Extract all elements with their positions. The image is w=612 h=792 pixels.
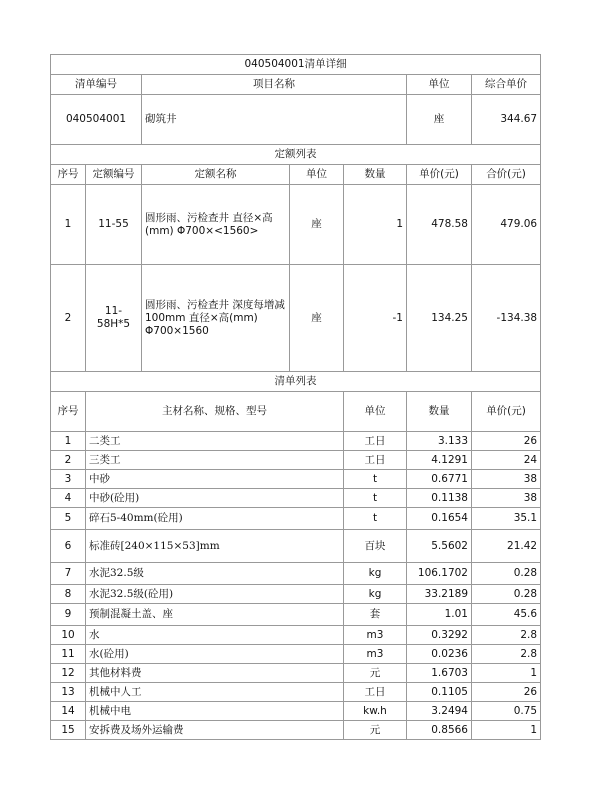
quota-name: 圆形雨、污检查井 深度每增减100mm 直径×高(mm) Φ700×1560 — [142, 265, 290, 372]
mat-price: 38 — [472, 470, 541, 489]
mat-price: 0.28 — [472, 563, 541, 585]
quota-col-price: 单价(元) — [407, 165, 472, 185]
quota-col-qty: 数量 — [344, 165, 407, 185]
mat-unit: 工日 — [344, 683, 407, 702]
quota-col-unit: 单位 — [290, 165, 344, 185]
mat-no: 7 — [51, 563, 86, 585]
mat-col-price: 单价(元) — [472, 392, 541, 432]
mat-price: 26 — [472, 432, 541, 451]
mat-name: 中砂(砼用) — [86, 489, 344, 508]
materials-section-title: 清单列表 — [51, 372, 541, 392]
mat-unit: m3 — [344, 626, 407, 645]
mat-name: 预制混凝土盖、座 — [86, 604, 344, 626]
mat-name: 其他材料费 — [86, 664, 344, 683]
mat-unit: m3 — [344, 645, 407, 664]
table-row — [51, 432, 541, 451]
mat-col-unit: 单位 — [344, 392, 407, 432]
mat-name: 机械中人工 — [86, 683, 344, 702]
table-row — [51, 626, 541, 645]
quota-col-code: 定额编号 — [86, 165, 142, 185]
mat-unit: 元 — [344, 664, 407, 683]
mat-price: 35.1 — [472, 508, 541, 530]
mat-name: 水泥32.5级 — [86, 563, 344, 585]
mat-name: 标准砖[240×115×53]mm — [86, 530, 344, 563]
quota-row — [51, 185, 541, 265]
mat-no: 9 — [51, 604, 86, 626]
mat-qty: 4.1291 — [407, 451, 472, 470]
mat-qty: 0.1138 — [407, 489, 472, 508]
mat-name: 水泥32.5级(砼用) — [86, 585, 344, 604]
mat-price: 1 — [472, 664, 541, 683]
quota-code: 11-58H*5 — [86, 265, 142, 372]
quota-row — [51, 265, 541, 372]
table-row — [51, 563, 541, 585]
name-label: 项目名称 — [142, 75, 407, 95]
bill-detail-table — [50, 54, 541, 740]
mat-qty: 1.6703 — [407, 664, 472, 683]
mat-no: 12 — [51, 664, 86, 683]
table-row — [51, 508, 541, 530]
mat-price: 24 — [472, 451, 541, 470]
mat-no: 2 — [51, 451, 86, 470]
mat-no: 11 — [51, 645, 86, 664]
mat-qty: 0.3292 — [407, 626, 472, 645]
quota-col-name: 定额名称 — [142, 165, 290, 185]
mat-price: 2.8 — [472, 645, 541, 664]
mat-no: 13 — [51, 683, 86, 702]
price-label: 综合单价 — [472, 75, 541, 95]
mat-unit: kg — [344, 563, 407, 585]
mat-name: 碎石5-40mm(砼用) — [86, 508, 344, 530]
quota-unit: 座 — [290, 265, 344, 372]
quota-code: 11-55 — [86, 185, 142, 265]
table-row — [51, 470, 541, 489]
mat-no: 3 — [51, 470, 86, 489]
table-row — [51, 721, 541, 740]
mat-col-qty: 数量 — [407, 392, 472, 432]
mat-unit: 套 — [344, 604, 407, 626]
table-row — [51, 604, 541, 626]
mat-no: 4 — [51, 489, 86, 508]
mat-name: 机械中电 — [86, 702, 344, 721]
mat-unit: 工日 — [344, 432, 407, 451]
quota-unit: 座 — [290, 185, 344, 265]
mat-no: 8 — [51, 585, 86, 604]
quota-total: -134.38 — [472, 265, 541, 372]
mat-qty: 3.133 — [407, 432, 472, 451]
mat-price: 1 — [472, 721, 541, 740]
mat-unit: 元 — [344, 721, 407, 740]
quota-total: 479.06 — [472, 185, 541, 265]
bill-code: 040504001 — [51, 95, 142, 145]
mat-name: 中砂 — [86, 470, 344, 489]
mat-qty: 0.1105 — [407, 683, 472, 702]
mat-price: 0.28 — [472, 585, 541, 604]
quota-section-title: 定额列表 — [51, 145, 541, 165]
quota-qty: -1 — [344, 265, 407, 372]
quota-price: 134.25 — [407, 265, 472, 372]
bill-price: 344.67 — [472, 95, 541, 145]
mat-unit: t — [344, 508, 407, 530]
mat-unit: kg — [344, 585, 407, 604]
bill-name: 砌筑井 — [142, 95, 407, 145]
table-row — [51, 585, 541, 604]
mat-unit: t — [344, 489, 407, 508]
code-label: 清单编号 — [51, 75, 142, 95]
mat-name: 三类工 — [86, 451, 344, 470]
table-row — [51, 664, 541, 683]
mat-qty: 5.5602 — [407, 530, 472, 563]
bill-unit: 座 — [407, 95, 472, 145]
mat-no: 5 — [51, 508, 86, 530]
mat-qty: 0.0236 — [407, 645, 472, 664]
unit-label: 单位 — [407, 75, 472, 95]
mat-qty: 1.01 — [407, 604, 472, 626]
mat-qty: 106.1702 — [407, 563, 472, 585]
mat-no: 6 — [51, 530, 86, 563]
table-row — [51, 489, 541, 508]
mat-name: 水 — [86, 626, 344, 645]
mat-unit: 工日 — [344, 451, 407, 470]
mat-qty: 0.1654 — [407, 508, 472, 530]
mat-qty: 0.8566 — [407, 721, 472, 740]
mat-col-name: 主材名称、规格、型号 — [86, 392, 344, 432]
mat-unit: t — [344, 470, 407, 489]
mat-price: 45.6 — [472, 604, 541, 626]
quota-qty: 1 — [344, 185, 407, 265]
mat-qty: 3.2494 — [407, 702, 472, 721]
mat-name: 安拆费及场外运输费 — [86, 721, 344, 740]
mat-name: 水(砼用) — [86, 645, 344, 664]
mat-unit: 百块 — [344, 530, 407, 563]
mat-price: 2.8 — [472, 626, 541, 645]
mat-col-no: 序号 — [51, 392, 86, 432]
quota-name: 圆形雨、污检查井 直径×高(mm) Φ700×<1560> — [142, 185, 290, 265]
mat-qty: 0.6771 — [407, 470, 472, 489]
quota-no: 2 — [51, 265, 86, 372]
mat-price: 0.75 — [472, 702, 541, 721]
mat-no: 14 — [51, 702, 86, 721]
table-title: 040504001清单详细 — [51, 55, 541, 75]
mat-name: 二类工 — [86, 432, 344, 451]
table-row — [51, 702, 541, 721]
mat-no: 15 — [51, 721, 86, 740]
table-row — [51, 645, 541, 664]
mat-no: 10 — [51, 626, 86, 645]
quota-no: 1 — [51, 185, 86, 265]
quota-price: 478.58 — [407, 185, 472, 265]
table-row — [51, 530, 541, 563]
table-row — [51, 683, 541, 702]
table-row — [51, 451, 541, 470]
mat-price: 38 — [472, 489, 541, 508]
quota-col-no: 序号 — [51, 165, 86, 185]
mat-price: 21.42 — [472, 530, 541, 563]
mat-unit: kw.h — [344, 702, 407, 721]
mat-qty: 33.2189 — [407, 585, 472, 604]
quota-col-total: 合价(元) — [472, 165, 541, 185]
mat-price: 26 — [472, 683, 541, 702]
mat-no: 1 — [51, 432, 86, 451]
